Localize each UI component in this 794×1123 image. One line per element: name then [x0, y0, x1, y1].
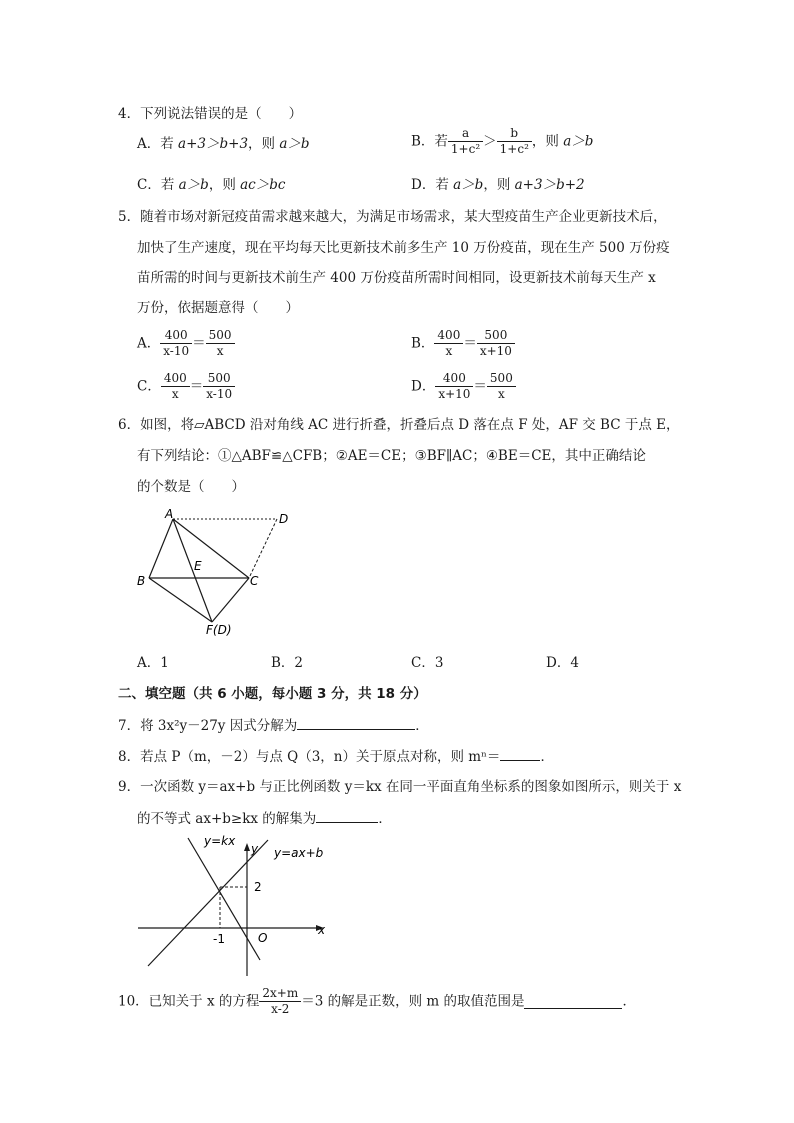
q6-line-2: 有下列结论：①△ABF≌△CFB；②AE＝CE；③BF∥AC；④BE＝CE，其中正确结论	[137, 448, 646, 464]
answer-blank	[316, 808, 378, 823]
q6-option-a: A．1	[137, 655, 169, 671]
q4-option-b: B．若 $\frac{a}{\text{1+c²}}$ ＞ $\frac{b}{\text{1+c²}}$ ，则 a＞b	[411, 126, 594, 156]
y-axis-arrow	[244, 843, 250, 851]
label-a: A	[165, 507, 174, 521]
label-x: x	[318, 923, 326, 937]
segment-ab	[149, 519, 173, 578]
q6-option-d: D．4	[546, 655, 579, 671]
segment-cf	[212, 578, 249, 622]
line-y-ax-b	[148, 840, 268, 966]
q5-line-4: 万份，依据题意得（ ）	[137, 300, 299, 316]
q9-line-2: 的不等式 ax+b≥kx 的解集为 ．	[137, 808, 392, 829]
label-y-ax-b: y=ax+b	[274, 846, 324, 860]
label-neg1: -1	[213, 932, 225, 946]
q9-line-1: 9．一次函数 y＝ax+b 与正比例函数 y＝kx 在同一平面直角坐标系的图象如图所示，则关于 x	[118, 779, 682, 795]
q6-option-b: B．2	[271, 655, 304, 671]
label-2: 2	[254, 880, 262, 894]
fraction: $\frac{b}{\text{1+c²}}$	[497, 126, 532, 157]
answer-blank	[500, 746, 540, 761]
q7: 7．将 3x²y－27y 因式分解为 ．	[118, 715, 429, 736]
q6-option-c: C．3	[411, 655, 444, 671]
label-d: D	[279, 512, 289, 526]
q9-function-graph	[130, 830, 340, 980]
q5-line-3: 苗所需的时间与更新技术前生产 400 万份疫苗所需时间相同，设更新技术前每天生产 x	[137, 270, 656, 286]
q5-line-1: 5．随着市场对新冠疫苗需求越来越大，为满足市场需求，某大型疫苗生产企业更新技术后，	[118, 209, 667, 225]
label-y: y	[251, 842, 259, 856]
label-origin: O	[258, 931, 268, 945]
label-e: E	[194, 559, 202, 573]
label-f: F(D)	[206, 623, 232, 637]
q10: 10．已知关于 x 的方程 $\frac{2x+m}{x-2}$ ＝3 的解是正数，则 m 的取值范围是 ．	[118, 986, 636, 1016]
q5-option-b: B． $\frac{400}{x}$ ＝ $\frac{500}{x+10}$	[411, 328, 515, 359]
q6-line-1: 6．如图，将▱ABCD 沿对角线 AC 进行折叠，折叠后点 D 落在点 F 处，AF 交 BC 于点 E，	[118, 417, 680, 433]
label-y-kx: y=kx	[204, 834, 236, 848]
q5-option-c: C． $\frac{400}{x}$ ＝ $\frac{500}{x-10}$	[137, 371, 235, 402]
q4-option-c: C．若 a＞b，则 ac＞bc	[137, 177, 286, 193]
q5-line-2: 加快了生产速度，现在平均每天比更新技术前多生产 10 万份疫苗，现在生产 500 万份疫	[137, 240, 670, 256]
q4-option-a: A．若 a+3＞b+3，则 a＞b	[137, 136, 310, 152]
q5-option-a: A． $\frac{400}{x-10}$ ＝ $\frac{500}{x}$	[137, 328, 235, 359]
segment-dc-dashed	[249, 519, 277, 578]
answer-blank	[524, 994, 622, 1009]
q4-stem: 4．下列说法错误的是（ ）	[118, 106, 303, 122]
section-heading: 二、填空题（共 6 小题，每小题 3 分，共 18 分）	[118, 686, 427, 702]
q5-option-d: D． $\frac{400}{x+10}$ ＝ $\frac{500}{x}$	[411, 371, 516, 402]
answer-blank	[297, 715, 415, 730]
q4-option-d: D．若 a＞b，则 a+3＞b+2	[411, 177, 585, 193]
q6-parallelogram-figure	[130, 505, 310, 640]
q8: 8．若点 P（m，－2）与点 Q（3，n）关于原点对称，则 mⁿ＝ ．	[118, 746, 554, 767]
q6-line-3: 的个数是（ ）	[137, 479, 245, 495]
label-c: C	[250, 574, 259, 588]
fraction: $\frac{a}{\text{1+c²}}$	[448, 126, 483, 157]
label-b: B	[137, 574, 146, 588]
segment-bf	[149, 578, 212, 622]
